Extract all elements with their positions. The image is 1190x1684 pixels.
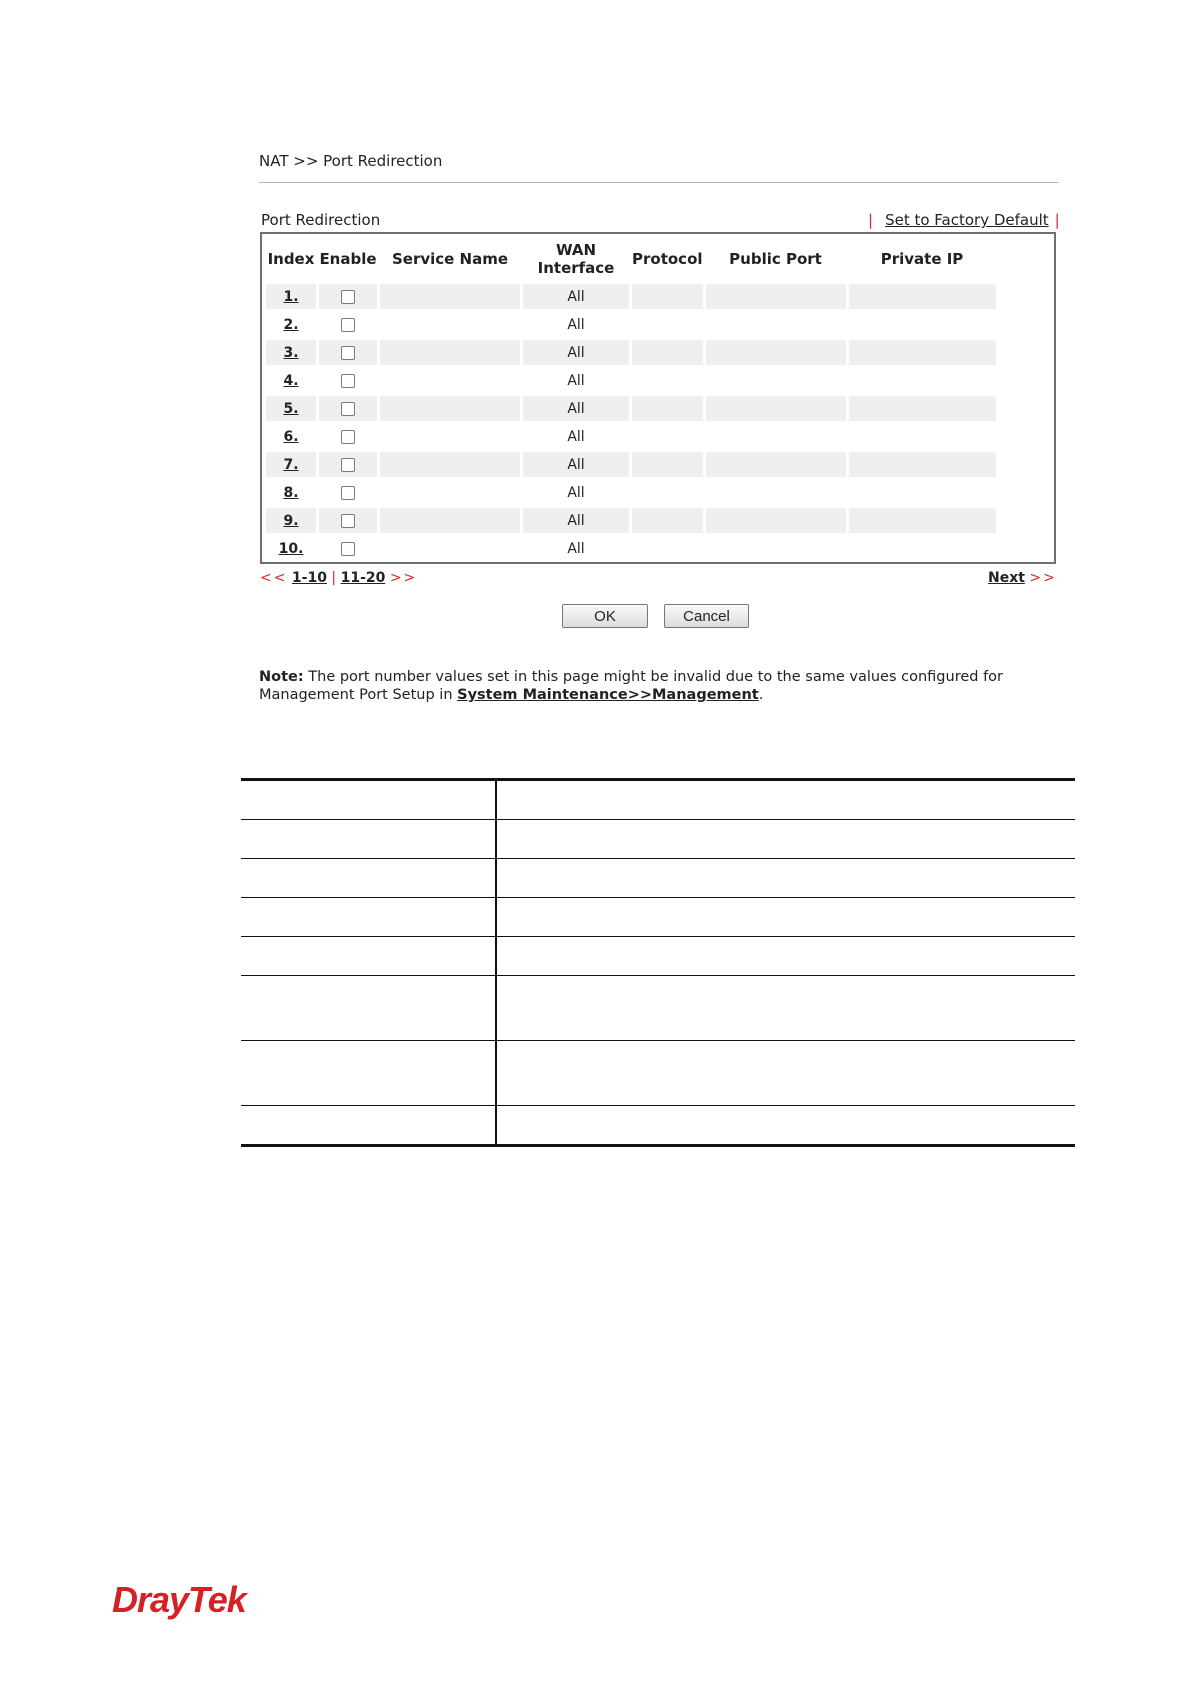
title-divider (259, 182, 1059, 183)
enable-checkbox[interactable] (341, 430, 355, 444)
wan-interface-cell: All (567, 372, 585, 389)
service-name-cell (380, 536, 520, 561)
row-index-link[interactable]: 6. (283, 428, 299, 445)
table-row (241, 1106, 1075, 1146)
enable-checkbox[interactable] (341, 486, 355, 500)
ok-button[interactable]: OK (562, 604, 648, 628)
table-row (241, 780, 1075, 820)
service-name-cell (380, 340, 520, 365)
cancel-button[interactable]: Cancel (664, 604, 749, 628)
service-name-cell (380, 508, 520, 533)
private-ip-cell (849, 396, 996, 421)
service-name-cell (380, 480, 520, 505)
table-row (266, 368, 996, 393)
enable-cell (319, 536, 377, 561)
enable-cell (319, 424, 377, 449)
service-name-cell (380, 396, 520, 421)
page-1-10-link[interactable]: 1-10 (291, 570, 327, 586)
private-ip-cell (849, 284, 996, 309)
enable-cell (319, 368, 377, 393)
factory-default-bar (868, 211, 1060, 229)
protocol-cell (632, 536, 703, 561)
index-cell (266, 480, 316, 505)
enable-checkbox[interactable] (341, 374, 355, 388)
col-public-port: Public Port (729, 250, 822, 268)
table-row (266, 340, 996, 365)
protocol-cell (632, 312, 703, 337)
public-port-cell (706, 340, 846, 365)
table-row (241, 898, 1075, 937)
enable-checkbox[interactable] (341, 318, 355, 332)
wan-interface-cell: All (567, 484, 585, 501)
enable-checkbox[interactable] (341, 542, 355, 556)
private-ip-cell (849, 452, 996, 477)
enable-cell (319, 312, 377, 337)
public-port-cell (706, 312, 846, 337)
row-index-link[interactable]: 10. (278, 540, 304, 557)
private-ip-cell (849, 312, 996, 337)
service-name-cell (380, 284, 520, 309)
col-service-name: Service Name (391, 250, 509, 268)
port-redirection-table (263, 234, 999, 564)
note-label: Note: (259, 669, 304, 685)
table-row (241, 976, 1075, 1041)
note-text: The port number values set in this page might be invalid due to the same values configured for Management Port Setup in (259, 669, 1004, 703)
col-private-ip: Private IP (880, 250, 964, 268)
protocol-cell (632, 508, 703, 533)
wan-interface-cell: All (567, 428, 585, 445)
port-redirection-table-frame (260, 232, 1056, 564)
wan-interface-cell: All (523, 508, 629, 533)
enable-checkbox[interactable] (341, 402, 355, 416)
draytek-logo (112, 1578, 262, 1626)
col-wan-interface (523, 237, 629, 281)
public-port-cell (706, 284, 846, 309)
private-ip-cell (849, 424, 996, 449)
public-port-cell (706, 368, 846, 393)
breadcrumb: NAT >> Port Redirection (259, 152, 443, 170)
protocol-cell (632, 340, 703, 365)
pager-left (260, 570, 417, 586)
protocol-cell (632, 480, 703, 505)
col-enable: Enable (319, 250, 377, 268)
row-index-link[interactable]: 5. (283, 400, 299, 417)
table-row (266, 424, 996, 449)
private-ip-cell (849, 536, 996, 561)
public-port-cell (706, 536, 846, 561)
index-cell (266, 368, 316, 393)
wan-interface-cell: All (567, 540, 585, 557)
next-arrows: >> (389, 570, 418, 586)
separator: | (1054, 211, 1060, 229)
table-row (241, 1041, 1075, 1106)
public-port-cell (706, 396, 846, 421)
col-index: Index (267, 250, 315, 268)
draytek-logo-icon (112, 1578, 262, 1622)
note-paragraph (259, 668, 1059, 704)
row-index-link[interactable]: 1. (283, 288, 299, 305)
service-name-cell (380, 452, 520, 477)
private-ip-cell (849, 368, 996, 393)
private-ip-cell (849, 480, 996, 505)
index-cell (266, 536, 316, 561)
separator: | (868, 211, 874, 229)
protocol-cell (632, 368, 703, 393)
pager-right (988, 570, 1057, 586)
protocol-cell (632, 284, 703, 309)
table-header-row (266, 237, 996, 281)
enable-cell (319, 508, 377, 533)
table-row (266, 508, 996, 533)
row-index-link[interactable]: 8. (283, 484, 299, 501)
table-row (266, 284, 996, 309)
row-index-link[interactable]: 9. (283, 512, 299, 529)
protocol-cell (632, 424, 703, 449)
wan-line2: Interface (537, 259, 615, 277)
wan-interface-cell: All (523, 452, 629, 477)
service-name-cell (380, 424, 520, 449)
wan-interface-cell: All (523, 396, 629, 421)
table-row (241, 937, 1075, 976)
row-index-link[interactable]: 4. (283, 372, 299, 389)
table-row (266, 480, 996, 505)
next-page-link[interactable]: Next (988, 570, 1025, 586)
table-row (266, 396, 996, 421)
table-row (241, 820, 1075, 859)
table-row (266, 536, 996, 561)
index-cell (266, 452, 316, 477)
index-cell (266, 508, 316, 533)
wan-interface-cell: All (523, 284, 629, 309)
index-cell (266, 424, 316, 449)
private-ip-cell (849, 508, 996, 533)
page-11-20-link[interactable]: 11-20 (340, 570, 386, 586)
service-name-cell (380, 368, 520, 393)
enable-cell (319, 340, 377, 365)
index-cell (266, 284, 316, 309)
enable-checkbox[interactable] (341, 458, 355, 472)
set-factory-default-link[interactable]: Set to Factory Default (885, 211, 1049, 229)
prev-arrows: << (260, 570, 288, 586)
section-title: Port Redirection (261, 211, 381, 229)
enable-cell (319, 284, 377, 309)
enable-cell (319, 396, 377, 421)
table-row (241, 859, 1075, 898)
enable-cell (319, 480, 377, 505)
private-ip-cell (849, 340, 996, 365)
col-protocol: Protocol (632, 250, 703, 268)
public-port-cell (706, 508, 846, 533)
public-port-cell (706, 480, 846, 505)
row-index-link[interactable]: 7. (283, 456, 299, 473)
separator: | (331, 570, 337, 586)
table-row (266, 452, 996, 477)
enable-cell (319, 452, 377, 477)
system-maintenance-management-link[interactable]: System Maintenance>>Management (457, 687, 759, 703)
enable-checkbox[interactable] (341, 514, 355, 528)
index-cell (266, 340, 316, 365)
enable-checkbox[interactable] (341, 346, 355, 360)
public-port-cell (706, 452, 846, 477)
description-table (241, 778, 1075, 1147)
protocol-cell (632, 452, 703, 477)
protocol-cell (632, 396, 703, 421)
next-arrows: >> (1029, 570, 1057, 586)
table-row (266, 312, 996, 337)
note-end: . (758, 687, 764, 703)
index-cell (266, 396, 316, 421)
draytek-logo-text: DrayTek (112, 1579, 246, 1620)
index-cell (266, 312, 316, 337)
row-index-link[interactable]: 3. (283, 344, 299, 361)
enable-checkbox[interactable] (341, 290, 355, 304)
service-name-cell (380, 312, 520, 337)
wan-interface-cell: All (523, 340, 629, 365)
row-index-link[interactable]: 2. (283, 316, 299, 333)
wan-line1: WAN (555, 241, 597, 259)
public-port-cell (706, 424, 846, 449)
wan-interface-cell: All (567, 316, 585, 333)
